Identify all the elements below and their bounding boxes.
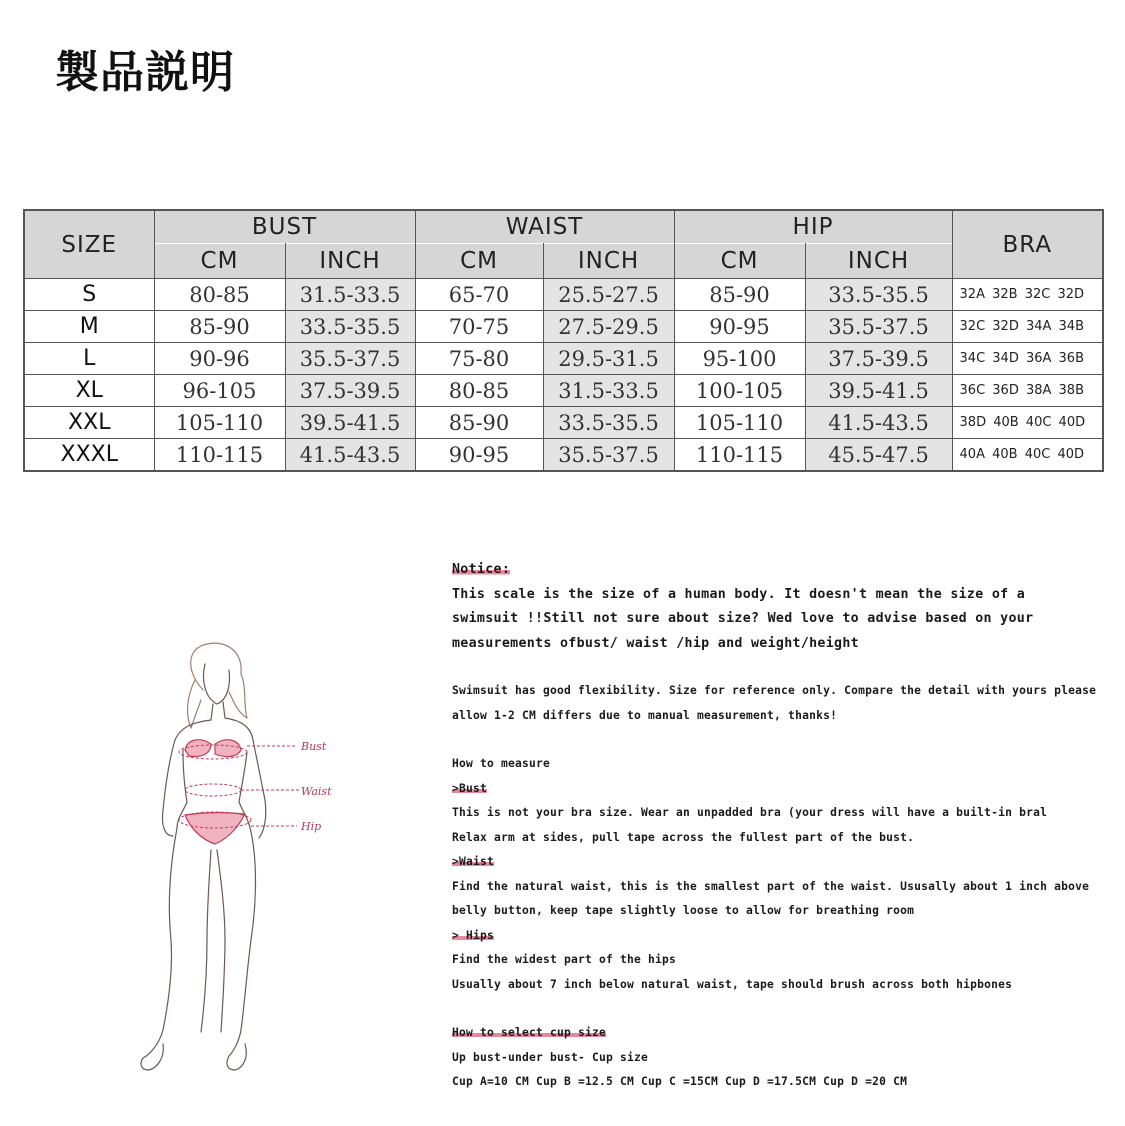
- bust-inch-cell: 39.5-41.5: [285, 407, 415, 439]
- hips-heading: > Hips: [452, 928, 495, 942]
- cup-line: Up bust-under bust- Cup size: [452, 1050, 649, 1064]
- size-header: SIZE: [24, 210, 154, 279]
- size-cell: XXXL: [24, 439, 154, 472]
- body-measurement-illustration: [125, 640, 365, 1075]
- bust-cm-cell: 105-110: [154, 407, 285, 439]
- how-to-measure: How to measure: [452, 757, 551, 770]
- flex-line: allow 1-2 CM differs due to manual measurement, thanks!: [452, 708, 838, 722]
- waist-heading: >Waist: [452, 855, 495, 868]
- bust-inch-cell: 37.5-39.5: [285, 375, 415, 407]
- hip-cm-cell: 95-100: [674, 343, 805, 375]
- bust-line: Relax arm at sides, pull tape across the fullest part of the bust.: [452, 830, 915, 844]
- bra-cell: 32A 32B 32C 32D: [952, 279, 1103, 311]
- notice-line: measurements ofbust/ waist /hip and weight/height: [452, 635, 859, 651]
- bust-heading: >Bust: [452, 781, 488, 795]
- bust-cm-cell: 110-115: [154, 439, 285, 472]
- hip-inch-cell: 35.5-37.5: [805, 311, 952, 343]
- size-cell: XXL: [24, 407, 154, 439]
- hip-inch-cell: 33.5-35.5: [805, 279, 952, 311]
- bust-inch-cell: 35.5-37.5: [285, 343, 415, 375]
- waist-label: Waist: [301, 785, 332, 798]
- hip-header: HIP: [674, 210, 952, 244]
- bust-inch-cell: 33.5-35.5: [285, 311, 415, 343]
- hip-inch-cell: 45.5-47.5: [805, 439, 952, 472]
- bust-line: This is not your bra size. Wear an unpadded bra (your dress will have a built-in bral: [452, 806, 1048, 819]
- flex-line: Swimsuit has good flexibility. Size for reference only. Compare the detail with yours please: [452, 684, 1097, 697]
- hips-line: Find the widest part of the hips: [452, 953, 677, 966]
- waist-cm-cell: 80-85: [415, 375, 543, 407]
- waist-cm-header: CM: [415, 244, 543, 279]
- bust-inch-cell: 31.5-33.5: [285, 279, 415, 311]
- hip-inch-header: INCH: [805, 244, 952, 279]
- waist-cm-cell: 75-80: [415, 343, 543, 375]
- hips-line: Usually about 7 inch below natural waist, tape should brush across both hipbones: [452, 977, 1013, 991]
- waist-cm-cell: 70-75: [415, 311, 543, 343]
- page-title: 製品説明: [55, 47, 235, 98]
- measurement-notes: [452, 558, 1102, 1095]
- bra-cell: 34C 34D 36A 36B: [952, 343, 1103, 375]
- hip-cm-cell: 105-110: [674, 407, 805, 439]
- size-cell: M: [24, 311, 154, 343]
- notice-heading: Notice:: [452, 562, 511, 577]
- table-row: [24, 279, 1103, 311]
- hip-label: Hip: [301, 820, 322, 833]
- cup-line: Cup A=10 CM Cup B =12.5 CM Cup C =15CM Cup D =17.5CM Cup D =20 CM: [452, 1075, 908, 1088]
- hip-inch-cell: 37.5-39.5: [805, 343, 952, 375]
- table-row: [24, 439, 1103, 472]
- table-row: [24, 343, 1103, 375]
- bust-cm-cell: 90-96: [154, 343, 285, 375]
- bust-label: Bust: [301, 740, 327, 753]
- waist-line: Find the natural waist, this is the smallest part of the waist. Ususally about 1 inch above: [452, 879, 1090, 893]
- hip-cm-header: CM: [674, 244, 805, 279]
- bust-cm-header: CM: [154, 244, 285, 279]
- waist-inch-cell: 35.5-37.5: [543, 439, 674, 472]
- bust-inch-cell: 41.5-43.5: [285, 439, 415, 472]
- waist-inch-cell: 31.5-33.5: [543, 375, 674, 407]
- bust-inch-header: INCH: [285, 244, 415, 279]
- waist-cm-cell: 85-90: [415, 407, 543, 439]
- waist-cm-cell: 90-95: [415, 439, 543, 472]
- hip-cm-cell: 90-95: [674, 311, 805, 343]
- bra-cell: 32C 32D 34A 34B: [952, 311, 1103, 343]
- waist-line: belly button, keep tape slightly loose to allow for breathing room: [452, 904, 915, 917]
- table-row: [24, 407, 1103, 439]
- hip-inch-cell: 41.5-43.5: [805, 407, 952, 439]
- bust-cm-cell: 80-85: [154, 279, 285, 311]
- waist-inch-cell: 27.5-29.5: [543, 311, 674, 343]
- hip-inch-cell: 39.5-41.5: [805, 375, 952, 407]
- hip-cm-cell: 100-105: [674, 375, 805, 407]
- size-cell: S: [24, 279, 154, 311]
- bust-header: BUST: [154, 210, 415, 244]
- cup-size-heading: How to select cup size: [452, 1026, 607, 1039]
- hip-cm-cell: 110-115: [674, 439, 805, 472]
- table-row: [24, 311, 1103, 343]
- bust-cm-cell: 96-105: [154, 375, 285, 407]
- size-cell: XL: [24, 375, 154, 407]
- waist-inch-header: INCH: [543, 244, 674, 279]
- notice-line: swimsuit !!Still not sure about size? Wed love to advise based on your: [452, 611, 1034, 626]
- notice-line: This scale is the size of a human body. It doesn't mean the size of a: [452, 586, 1026, 602]
- table-row: [24, 375, 1103, 407]
- size-cell: L: [24, 343, 154, 375]
- bra-header: BRA: [952, 210, 1103, 279]
- waist-inch-cell: 29.5-31.5: [543, 343, 674, 375]
- bra-cell: 36C 36D 38A 38B: [952, 375, 1103, 407]
- bra-cell: 40A 40B 40C 40D: [952, 439, 1103, 472]
- waist-inch-cell: 25.5-27.5: [543, 279, 674, 311]
- waist-header: WAIST: [415, 210, 674, 244]
- bust-cm-cell: 85-90: [154, 311, 285, 343]
- bra-cell: 38D 40B 40C 40D: [952, 407, 1103, 439]
- waist-cm-cell: 65-70: [415, 279, 543, 311]
- hip-cm-cell: 85-90: [674, 279, 805, 311]
- size-chart-table: [23, 209, 1104, 472]
- waist-inch-cell: 33.5-35.5: [543, 407, 674, 439]
